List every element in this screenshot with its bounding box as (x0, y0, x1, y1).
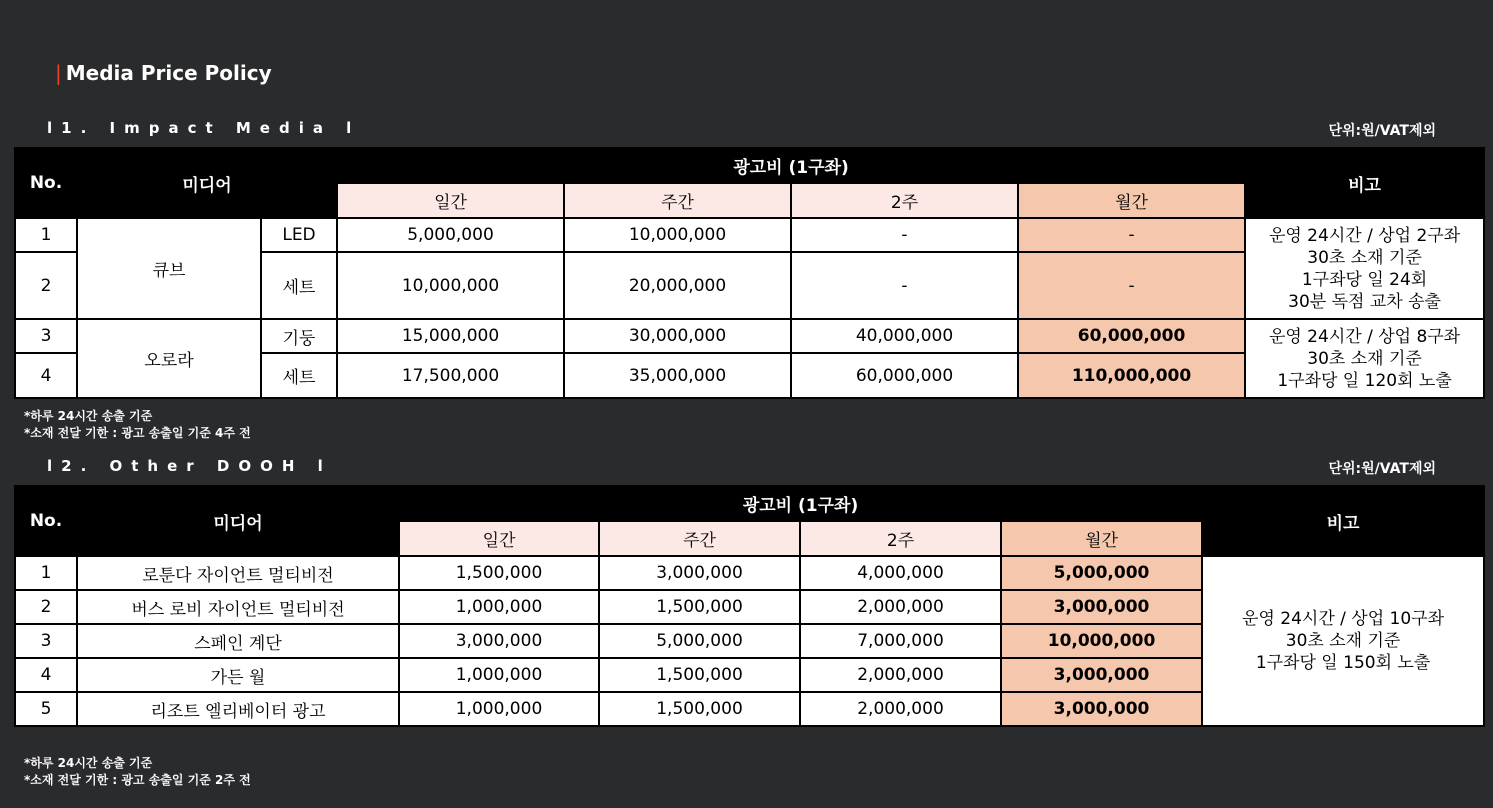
monthly-price: 110,000,000 (1018, 353, 1245, 398)
monthly-price: 3,000,000 (1001, 692, 1202, 726)
table-row (15, 218, 1484, 252)
daily-price: 1,000,000 (399, 658, 599, 692)
remarks-line: 30초 소재 기준 (1307, 348, 1422, 369)
weekly-price: 30,000,000 (564, 319, 791, 353)
row-no: 5 (15, 692, 77, 726)
remarks-line: 운영 24시간 / 상업 2구좌 (1268, 225, 1461, 246)
media-name: 스페인 계단 (77, 624, 399, 658)
remarks-text (1246, 225, 1483, 313)
media-name: 리조트 엘리베이터 광고 (77, 692, 399, 726)
header-monthly: 월간 (1001, 521, 1202, 556)
remarks-text (1246, 326, 1483, 392)
header-no: No. (15, 148, 77, 218)
header-remarks: 비고 (1202, 486, 1484, 556)
remarks-cell (1245, 218, 1484, 319)
twoweeks-price: 2,000,000 (800, 692, 1001, 726)
section2-unit: 단위:원/VAT제외 (1328, 461, 1436, 477)
section2-title: l2. Other DOOH l (47, 457, 332, 475)
remarks-line: 1구좌당 일 150회 노출 (1255, 653, 1431, 673)
remarks-line: 30초 소재 기준 (1307, 247, 1422, 268)
media-name: 가든 월 (77, 658, 399, 692)
monthly-price: - (1018, 252, 1245, 319)
daily-price: 15,000,000 (337, 319, 564, 353)
impact-media-table (14, 147, 1485, 399)
page-title (55, 61, 272, 85)
weekly-price: 5,000,000 (599, 624, 800, 658)
daily-price: 1,000,000 (399, 590, 599, 624)
weekly-price: 1,500,000 (599, 692, 800, 726)
page-title-text: Media Price Policy (65, 61, 272, 85)
media-name: 로툰다 자이언트 멀티비전 (77, 556, 399, 590)
twoweeks-price: 2,000,000 (800, 590, 1001, 624)
header-twoweeks: 2주 (791, 183, 1018, 218)
remarks-line: 30분 독점 교차 송출 (1288, 291, 1441, 312)
weekly-price: 1,500,000 (599, 658, 800, 692)
remarks-line: 1구좌당 일 24회 (1301, 269, 1428, 290)
header-fee: 광고비 (1구좌) (337, 148, 1245, 183)
media-type: 세트 (261, 353, 337, 398)
daily-price: 17,500,000 (337, 353, 564, 398)
section1-unit: 단위:원/VAT제외 (1328, 123, 1436, 139)
remarks-cell (1245, 319, 1484, 398)
daily-price: 5,000,000 (337, 218, 564, 252)
media-group: 큐브 (77, 218, 261, 319)
header-media: 미디어 (77, 486, 399, 556)
header-weekly: 주간 (564, 183, 791, 218)
monthly-price: - (1018, 218, 1245, 252)
daily-price: 3,000,000 (399, 624, 599, 658)
remarks-cell (1202, 556, 1484, 726)
daily-price: 10,000,000 (337, 252, 564, 319)
header-daily: 일간 (337, 183, 564, 218)
other-dooh-table (14, 485, 1485, 727)
media-type: LED (261, 218, 337, 252)
weekly-price: 3,000,000 (599, 556, 800, 590)
header-media: 미디어 (77, 148, 337, 218)
section1-footnotes (24, 408, 251, 442)
daily-price: 1,500,000 (399, 556, 599, 590)
footnote: *하루 24시간 송출 기준 (24, 756, 153, 770)
title-bar-icon: | (55, 61, 62, 85)
row-no: 4 (15, 353, 77, 398)
monthly-price: 3,000,000 (1001, 658, 1202, 692)
twoweeks-price: 60,000,000 (791, 353, 1018, 398)
remarks-line: 운영 24시간 / 상업 10구좌 (1242, 609, 1445, 629)
twoweeks-price: 2,000,000 (800, 658, 1001, 692)
monthly-price: 5,000,000 (1001, 556, 1202, 590)
media-name: 버스 로비 자이언트 멀티비전 (77, 590, 399, 624)
section2-footnotes (24, 755, 251, 789)
header-daily: 일간 (399, 521, 599, 556)
monthly-price: 3,000,000 (1001, 590, 1202, 624)
twoweeks-price: - (791, 218, 1018, 252)
footnote: *하루 24시간 송출 기준 (24, 409, 153, 423)
twoweeks-price: 4,000,000 (800, 556, 1001, 590)
header-fee: 광고비 (1구좌) (399, 486, 1202, 521)
header-twoweeks: 2주 (800, 521, 1001, 556)
table-row (15, 556, 1484, 590)
weekly-price: 10,000,000 (564, 218, 791, 252)
monthly-price: 60,000,000 (1018, 319, 1245, 353)
header-no: No. (15, 486, 77, 556)
header-weekly: 주간 (599, 521, 800, 556)
row-no: 2 (15, 252, 77, 319)
row-no: 1 (15, 556, 77, 590)
row-no: 4 (15, 658, 77, 692)
footnote: *소재 전달 기한 : 광고 송출일 기준 4주 전 (24, 426, 251, 440)
remarks-line: 운영 24시간 / 상업 8구좌 (1268, 326, 1461, 347)
row-no: 1 (15, 218, 77, 252)
weekly-price: 1,500,000 (599, 590, 800, 624)
remarks-text (1203, 608, 1483, 674)
media-group: 오로라 (77, 319, 261, 398)
daily-price: 1,000,000 (399, 692, 599, 726)
weekly-price: 35,000,000 (564, 353, 791, 398)
weekly-price: 20,000,000 (564, 252, 791, 319)
footnote: *소재 전달 기한 : 광고 송출일 기준 2주 전 (24, 773, 251, 787)
remarks-line: 1구좌당 일 120회 노출 (1277, 370, 1452, 391)
table-row (15, 319, 1484, 353)
twoweeks-price: - (791, 252, 1018, 319)
twoweeks-price: 40,000,000 (791, 319, 1018, 353)
row-no: 3 (15, 319, 77, 353)
media-type: 기둥 (261, 319, 337, 353)
twoweeks-price: 7,000,000 (800, 624, 1001, 658)
section1-title: l1. Impact Media l (47, 119, 361, 137)
row-no: 3 (15, 624, 77, 658)
header-monthly: 월간 (1018, 183, 1245, 218)
media-type: 세트 (261, 252, 337, 319)
header-remarks: 비고 (1245, 148, 1484, 218)
monthly-price: 10,000,000 (1001, 624, 1202, 658)
remarks-line: 30초 소재 기준 (1285, 631, 1401, 651)
row-no: 2 (15, 590, 77, 624)
